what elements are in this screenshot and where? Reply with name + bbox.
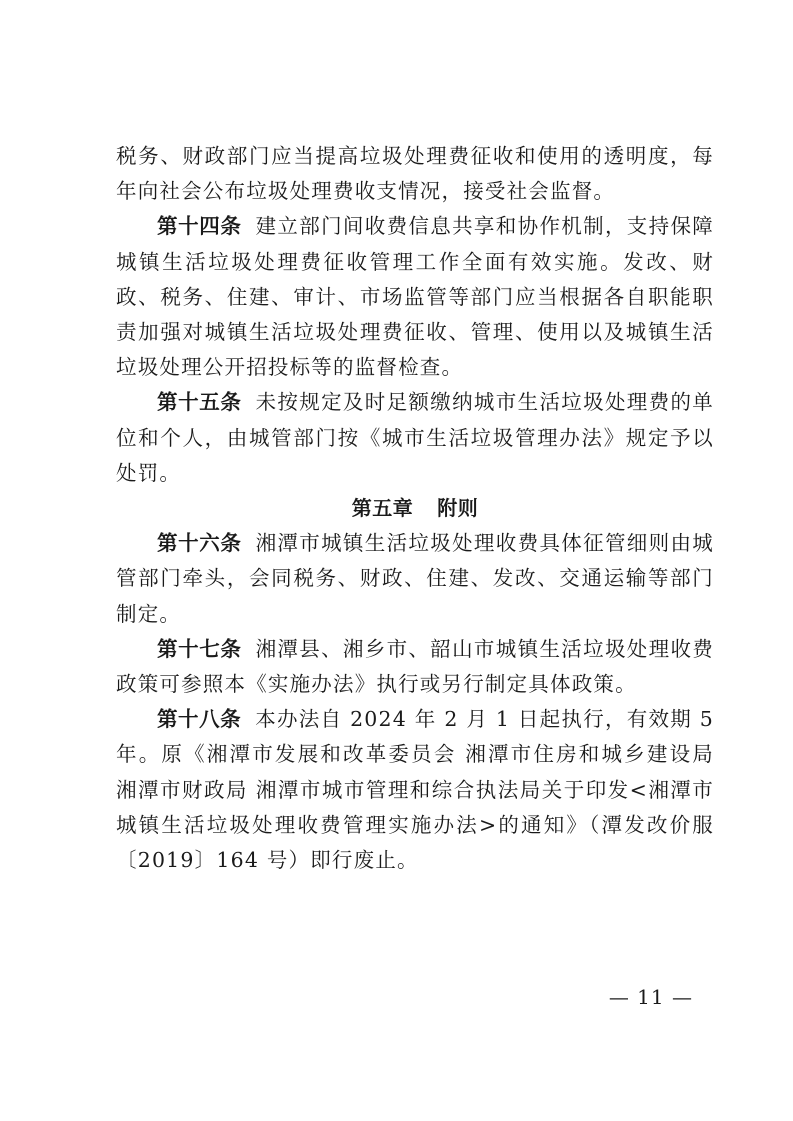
article-heading: 第十五条: [157, 390, 242, 415]
article-heading: 第十七条: [157, 636, 242, 661]
chapter-title: 附则: [437, 496, 479, 521]
article-text: 建立部门间收费信息共享和协作机制，支持保障城镇生活垃圾处理费征收管理工作全面有效实施。发改、财政、税务、住建、审计、市场监管等部门应当根据各自职能职责加强对城镇生活垃圾处理费征收、管理、使用以及城镇生活垃圾处理公开招投标等的监督检查。: [116, 214, 715, 380]
paragraph-text: 税务、财政部门应当提高垃圾处理费征收和使用的透明度，每年向社会公布垃圾处理费收支情况，接受社会监督。: [116, 144, 714, 204]
article-heading: 第十六条: [157, 531, 242, 556]
chapter-number: 第五章: [351, 496, 414, 521]
article-18: [116, 702, 714, 878]
paragraph-continuation: [116, 139, 714, 209]
article-heading: 第十八条: [157, 707, 242, 732]
article-heading: 第十四条: [157, 214, 242, 239]
article-text: 湘潭县、湘乡市、韶山市城镇生活垃圾处理收费政策可参照本《实施办法》执行或另行制定具体政策。: [116, 636, 715, 697]
article-15: [116, 385, 714, 491]
article-text: 未按规定及时足额缴纳城市生活垃圾处理费的单位和个人，由城管部门按《城市生活垃圾管理办法》规定予以处罚。: [116, 390, 715, 485]
article-16: [116, 526, 714, 632]
page-number: — 11 —: [608, 985, 693, 1009]
article-14: [116, 209, 714, 385]
article-17: [116, 632, 714, 702]
article-text: 本办法自 2024 年 2 月 1 日起执行，有效期 5 年。原《湘潭市发展和改革委员会 湘潭市住房和城乡建设局 湘潭市财政局 湘潭市城市管理和综合执法局关于印发<湘潭市城镇生活垃圾处理收费管理实施办法>的通知》（潭发改价服〔2019〕164 号）即行废止。: [116, 707, 715, 873]
chapter-heading: [116, 491, 714, 526]
body-text: [116, 139, 714, 878]
article-text: 湘潭市城镇生活垃圾处理收费具体征管细则由城管部门牵头，会同税务、财政、住建、发改、交通运输等部门制定。: [116, 531, 715, 626]
